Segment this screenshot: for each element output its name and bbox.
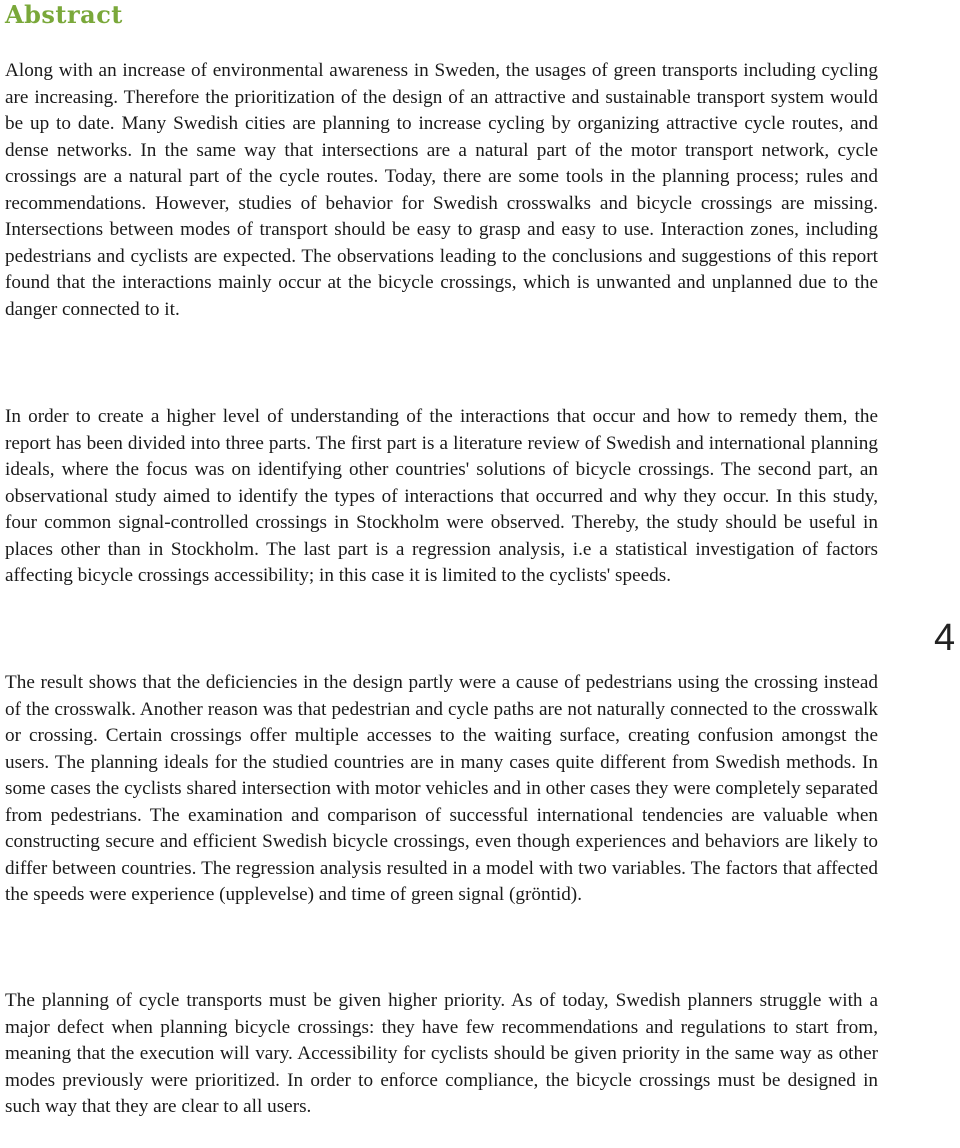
page-number: 4: [934, 617, 956, 659]
abstract-paragraph-1: Along with an increase of environmental awareness in Sweden, the usages of green transports including cycling are increasing. Therefore the prioritization of the design of an attractive and sustainable transport system would be up to date. Many Swedish cities are planning to increase cycling by organizing attractive cycle routes, and dense networks. In the same way that intersections are a natural part of the motor transport network, cycle crossings are a natural part of the cycle routes. Today, there are some tools in the planning process; rules and recommendations. However, studies of behavior for Swedish crosswalks and bicycle crossings are missing. Intersections between modes of transport should be easy to grasp and easy to use. Interaction zones, including pedestrians and cyclists are expected. The observations leading to the conclusions and suggestions of this report found that the interactions mainly occur at the bicycle crossings, which is unwanted and unplanned due to the danger connected to it.: [5, 60, 878, 320]
abstract-heading: Abstract: [5, 0, 123, 29]
abstract-paragraph-4: The planning of cycle transports must be given higher priority. As of today, Swedish planners struggle with a major defect when planning bicycle crossings: they have few recommendations and regulations to start from, meaning that the execution will vary. Accessibility for cyclists should be given priority in the same way as other modes previously were prioritized. In order to enforce compliance, the bicycle crossings must be designed in such way that they are clear to all users.: [5, 990, 878, 1118]
abstract-paragraph-3: The result shows that the deficiencies in the design partly were a cause of pedestrians using the crossing instead of the crosswalk. Another reason was that pedestrian and cycle paths are not naturally connected to the crosswalk or crossing. Certain crossings offer multiple accesses to the waiting surface, creating confusion amongst the users. The planning ideals for the studied countries are in many cases quite different from Swedish methods. In some cases the cyclists shared intersection with motor vehicles and in other cases they were completely separated from pedestrians. The examination and comparison of successful international tendencies are valuable when constructing secure and efficient Swedish bicycle crossings, even though experiences and behaviors are likely to differ between countries. The regression analysis resulted in a model with two variables. The factors that affected the speeds were experience (upplevelse) and time of green signal (gröntid).: [5, 672, 878, 906]
abstract-paragraph-2: In order to create a higher level of understanding of the interactions that occur and how to remedy them, the report has been divided into three parts. The first part is a literature review of Swedish and international planning ideals, where the focus was on identifying other countries' solutions of bicycle crossings. The second part, an observational study aimed to identify the types of interactions that occurred and why they occur. In this study, four common signal-controlled crossings in Stockholm were observed. Thereby, the study should be useful in places other than in Stockholm. The last part is a regression analysis, i.e a statistical investigation of factors affecting bicycle crossings accessibility; in this case it is limited to the cyclists' speeds.: [5, 406, 878, 587]
